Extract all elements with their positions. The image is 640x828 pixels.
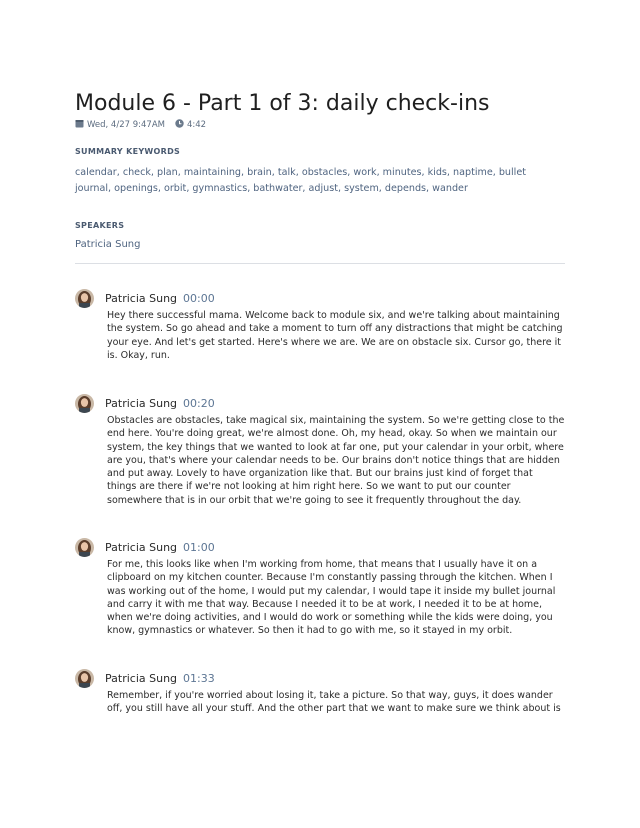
summary-keywords-heading: SUMMARY KEYWORDS: [75, 147, 181, 156]
recording-date: Wed, 4/27 9:47AM: [87, 120, 165, 130]
recording-duration: 4:42: [186, 120, 207, 130]
timestamp[interactable]: 00:20: [183, 397, 215, 410]
timestamp[interactable]: 01:33: [183, 672, 215, 685]
calendar-icon: [75, 119, 84, 131]
avatar: [75, 669, 94, 688]
page-title: Module 6 - Part 1 of 3: daily check-ins: [75, 91, 490, 116]
clock-icon: [175, 119, 184, 131]
speaker-name: Patricia Sung: [105, 292, 178, 305]
transcript-text: Remember, if you're worried about losing it, take a picture. So that way, guys, it does wander off, you still have all your stuff. And the other part that we want to make sure we think about is: [107, 690, 561, 715]
timestamp[interactable]: 01:00: [183, 541, 215, 554]
transcript-text: For me, this looks like when I'm working from home, that means that I usually have it on a clipboard on my kitchen counter. Because I'm constantly passing through the kitchen. When I was working out of the home, I would put my calendar, I would tape it inside my bullet journal and carry it with me that way. Because I needed it to be at work, I needed it to be at home, when we're doing activities, and I would do work or something while the kids were doing, you know, gymnastics or whatever. So then it had to go with me, so it stayed in my orbit.: [107, 559, 556, 637]
speaker-name: Patricia Sung: [105, 672, 178, 685]
transcript-text: Hey there successful mama. Welcome back to module six, and we're talking about maintaining the system. So go ahead and take a moment to turn off any distractions that might be catching your eye. And let's get started. Here's where we are. We are on obstacle six. Cursor go, there it is. Okay, run.: [107, 310, 563, 361]
timestamp[interactable]: 00:00: [183, 292, 215, 305]
divider: [75, 263, 565, 264]
speaker-name: Patricia Sung: [105, 397, 178, 410]
speaker-name: Patricia Sung: [105, 541, 178, 554]
transcript-text: Obstacles are obstacles, take magical six, maintaining the system. So we're getting close to the end here. You're doing great, we're almost done. Oh, my head, okay. So when we maintain our system, the key things that we wanted to look at far one, put your calendar in your orbit, where are you, that's where your calendar needs to be. Our brains don't notice things that are hidden and put away. Lovely to have organization like that. But our brains just kind of forget that things are there if we're not looking at him right here. So we want to put our counter somewhere that is in our orbit that we're going to see it frequently throughout the day.: [107, 415, 565, 506]
meta-row: [75, 119, 206, 131]
avatar: [75, 538, 94, 557]
summary-keywords: calendar, check, plan, maintaining, brain, talk, obstacles, work, minutes, kids, naptime, bullet journal, openings, orbit, gymnastics, bathwater, adjust, system, depends, wander: [75, 167, 527, 194]
speakers-heading: SPEAKERS: [75, 221, 125, 230]
speakers-list: Patricia Sung: [75, 239, 141, 250]
avatar: [75, 394, 94, 413]
avatar: [75, 289, 94, 308]
